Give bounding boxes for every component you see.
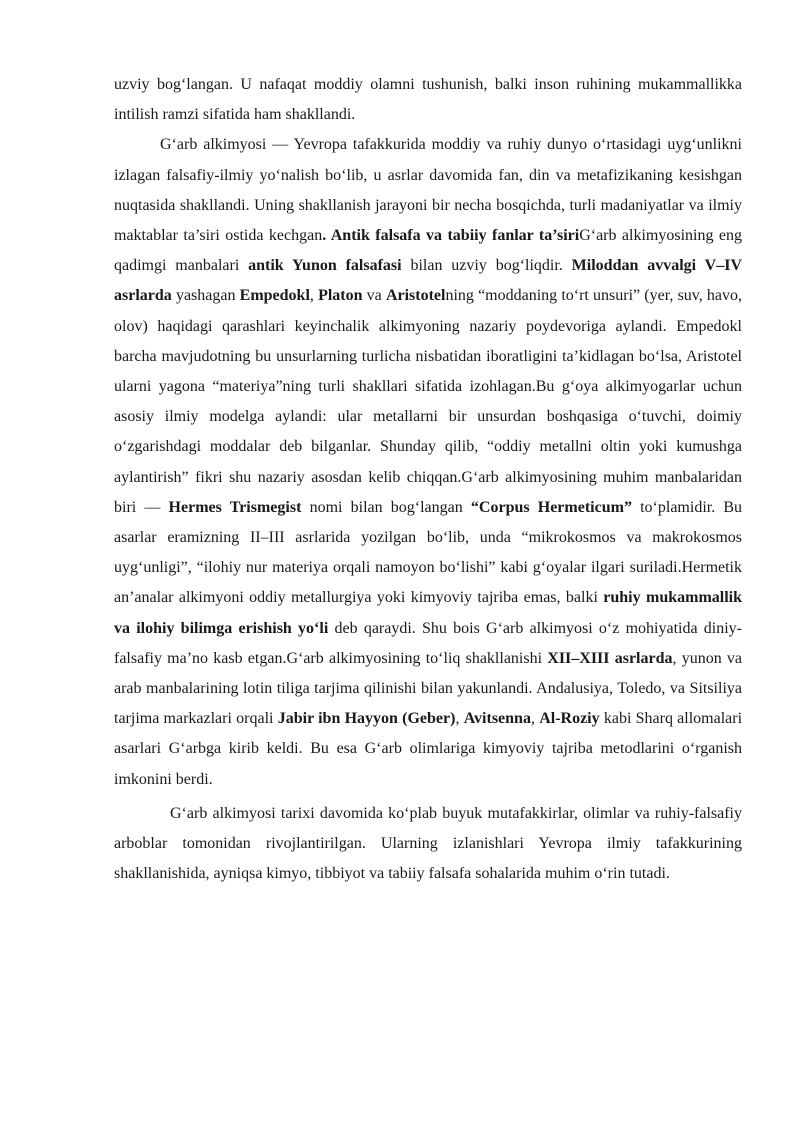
text-run: G‘arb alkimyosining eng qadimgi manbalari (114, 227, 742, 275)
text-run: va (362, 287, 386, 305)
bold-text-run: . Antik falsafa va tabiiy fanlar ta’siri (322, 227, 580, 245)
bold-text-run: Miloddan avvalgi V–IV asrlarda (114, 257, 743, 305)
text-run: ning “moddaning to‘rt unsuri” (yer, suv, havo, olov) haqidagi qarashlari keyinchalik alkimyoning nazariy poydevoriga aylandi. Empedokl barcha mavjudotning bu unsurlarning turlicha nisbatidan iboratligini ta’kidlagan bo‘lsa, Aristotel ularni yagona “materiya”ning turli shakllari sifatida izohlagan.Bu g‘oya alkimyogarlar uchun asosiy ilmiy modelga aylandi: ular metallarni bir unsurdan boshqasiga o‘tuvchi, doimiy o‘zgarishdagi moddalar deb bilganlar. Shunday qilib, “oddiy metallni oltin yoki kumushga aylantirish” fikri shu nazariy asosdan kelib chiqqan.G‘arb alkimyosining muhim manbalaridan biri — (114, 287, 743, 516)
bold-text-run: Al-Roziy (539, 710, 600, 728)
text-run: yashagan (171, 287, 240, 305)
text-run: G‘arb alkimyosi — Yevropa tafakkurida moddiy va ruhiy dunyo o‘rtasidagi uyg‘unlikni izlagan falsafiy-ilmiy yo‘nalish bo‘lib, u asrlar davomida fan, din va metafizikaning kesishgan nuqtasida shakllandi. Uning shakllanish jarayoni bir necha bosqichda, turli madaniyatlar va ilmiy maktablar ta’siri ostida kechgan (114, 136, 742, 245)
text-run: , yunon va arab manbalarining lotin tiliga tarjima qilinishi bilan yakunlandi. Andalusiya, Toledo, va Sitsiliya tarjima markazlari orqali (114, 649, 743, 728)
bold-text-run: Jabir ibn Hayyon (Geber) (277, 710, 456, 728)
document-page (114, 70, 742, 889)
text-run: bilan uzviy bog‘liqdir. (401, 257, 572, 275)
bold-text-run: “Corpus Hermeticum” (470, 498, 632, 516)
text-run: to‘plamidir. Bu asarlar eramizning II–III asrlarida yozilgan bo‘lib, unda “mikrokosmos va makrokosmos uyg‘unligi”, “ilohiy nur materiya orqali namoyon bo‘lishi” kabi g‘oyalar ilgari suriladi.Hermetik an’analar alkimyoni oddiy metallurgiya yoki kimyoviy tajriba emas, balki (114, 498, 743, 607)
text-run: uzviy bog‘langan. U nafaqat moddiy olamni tushunish, balki inson ruhining mukammallikka intilish ramzi sifatida ham shakllandi. (114, 76, 742, 124)
bold-text-run: Hermes Trismegist (168, 498, 302, 516)
text-run: nomi bilan bog‘langan (301, 498, 471, 516)
text-run: , (530, 710, 540, 728)
paragraph-3 (114, 799, 742, 890)
paragraph-1 (114, 70, 742, 130)
bold-text-run: Empedokl (239, 287, 310, 305)
bold-text-run: Aristotel (385, 287, 446, 305)
text-run: , (455, 710, 464, 728)
bold-text-run: XII–XIII asrlarda (547, 649, 673, 667)
text-run: deb qaraydi. Shu bois G‘arb alkimyosi o‘z mohiyatida diniy-falsafiy ma’no kasb etgan.G‘arb alkimyosining to‘liq shakllanishi (114, 619, 743, 667)
bold-text-run: antik Yunon falsafasi (248, 257, 402, 275)
bold-text-run: Avitsenna (463, 710, 531, 728)
text-run: G‘arb alkimyosi tarixi davomida ko‘plab buyuk mutafakkirlar, olimlar va ruhiy-falsafiy arboblar tomonidan rivojlantirilgan. Ularning izlanishlari Yevropa ilmiy tafakkurining shakllanishida, ayniqsa kimyo, tibbiyot va tabiiy falsafa sohalarida muhim o‘rin tutadi. (114, 804, 742, 883)
text-run: kabi Sharq allomalari asarlari G‘arbga kirib keldi. Bu esa G‘arb olimlariga kimyoviy tajriba metodlarini o‘rganish imkonini berdi. (114, 710, 743, 788)
paragraph-2 (114, 130, 742, 794)
text-run: , (309, 287, 319, 305)
bold-text-run: Platon (318, 287, 363, 305)
bold-text-run: ruhiy mukammallik va ilohiy bilimga erishish yo‘li (114, 589, 743, 637)
